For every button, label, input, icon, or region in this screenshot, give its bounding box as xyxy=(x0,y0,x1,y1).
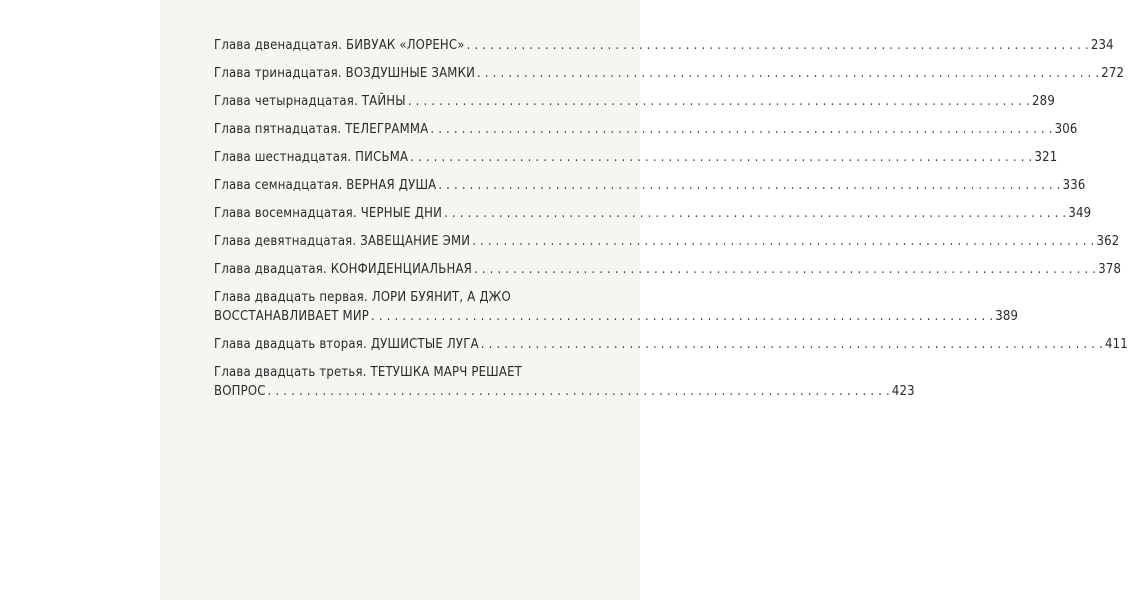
toc-entry-page: 234 xyxy=(1090,38,1114,53)
dot-leader: . . . . . . . . . . . . . . . . . . . . . . . . . . . . . . . . . . . . . . . . . . . . . . . . . . . . . . . . . . . . . . . . . . . . . . . . . . . . . . . . xyxy=(477,66,1100,81)
dot-leader: . . . . . . . . . . . . . . . . . . . . . . . . . . . . . . . . . . . . . . . . . . . . . . . . . . . . . . . . . . . . . . . . . . . . . . . . . . . . . . . . xyxy=(473,262,1097,277)
toc-entry-page: 423 xyxy=(891,384,915,399)
toc-entry-14 xyxy=(214,94,1055,110)
toc-entry-title-line1: Глава двадцать третья. ТЕТУШКА МАРЧ РЕШАЕТ xyxy=(214,365,523,380)
toc-entry-title: Глава двенадцатая. БИВУАК «ЛОРЕНС» xyxy=(214,38,465,53)
book-page xyxy=(160,0,1128,600)
toc-entry-19 xyxy=(214,234,1120,250)
toc-entry-page: 378 xyxy=(1098,262,1122,277)
dot-leader: . . . . . . . . . . . . . . . . . . . . . . . . . . . . . . . . . . . . . . . . . . . . . . . . . . . . . . . . . . . . . . . . . . . . . . . . . . . . . . . . xyxy=(267,384,890,399)
dot-leader: . . . . . . . . . . . . . . . . . . . . . . . . . . . . . . . . . . . . . . . . . . . . . . . . . . . . . . . . . . . . . . . . . . . . . . . . . . . . . . . . xyxy=(407,94,1031,109)
toc-entry-22 xyxy=(214,337,1128,353)
toc-entry-23 xyxy=(214,365,915,400)
toc-entry-title: Глава двадцатая. КОНФИДЕНЦИАЛЬНАЯ xyxy=(214,262,472,277)
dot-leader: . . . . . . . . . . . . . . . . . . . . . . . . . . . . . . . . . . . . . . . . . . . . . . . . . . . . . . . . . . . . . . . . . . . . . . . . . . . . . . . . xyxy=(472,234,1095,249)
toc-entry-title: Глава восемнадцатая. ЧЕРНЫЕ ДНИ xyxy=(214,206,443,221)
toc-entry-page: 289 xyxy=(1032,94,1055,109)
toc-entry-page: 362 xyxy=(1096,234,1120,249)
toc-entry-12 xyxy=(214,38,1114,54)
dot-leader: . . . . . . . . . . . . . . . . . . . . . . . . . . . . . . . . . . . . . . . . . . . . . . . . . . . . . . . . . . . . . . . . . . . . . . . . . . . . . . . . xyxy=(410,150,1033,165)
toc-entry-17 xyxy=(214,178,1086,194)
toc-entry-title: Глава девятнадцатая. ЗАВЕЩАНИЕ ЭМИ xyxy=(214,234,471,249)
toc-entry-18 xyxy=(214,206,1092,222)
toc-entry-title: Глава двадцать вторая. ДУШИСТЫЕ ЛУГА xyxy=(214,337,479,352)
toc-entry-title-line2: ВОССТАНАВЛИВАЕТ МИР xyxy=(214,309,370,324)
dot-leader: . . . . . . . . . . . . . . . . . . . . . . . . . . . . . . . . . . . . . . . . . . . . . . . . . . . . . . . . . . . . . . . . . . . . . . . . . . . . . . . . xyxy=(430,122,1053,137)
toc-entry-page: 336 xyxy=(1062,178,1086,193)
toc-entry-page: 349 xyxy=(1068,206,1092,221)
toc-entry-page: 306 xyxy=(1054,122,1078,137)
toc-entry-page: 272 xyxy=(1101,66,1125,81)
toc-entry-title: Глава шестнадцатая. ПИСЬМА xyxy=(214,150,409,165)
toc-entry-title: Глава пятнадцатая. ТЕЛЕГРАММА xyxy=(214,122,429,137)
toc-entry-title: Глава семнадцатая. ВЕРНАЯ ДУША xyxy=(214,178,437,193)
toc-entry-page: 389 xyxy=(995,309,1019,324)
toc-entry-21 xyxy=(214,290,1019,325)
toc-entry-15 xyxy=(214,122,1078,138)
dot-leader: . . . . . . . . . . . . . . . . . . . . . . . . . . . . . . . . . . . . . . . . . . . . . . . . . . . . . . . . . . . . . . . . . . . . . . . . . . . . . . . . xyxy=(480,337,1103,352)
toc-entry-20 xyxy=(214,262,1122,278)
toc-entry-page: 321 xyxy=(1034,150,1058,165)
toc-entry-title: Глава четырнадцатая. ТАЙНЫ xyxy=(214,94,406,109)
dot-leader: . . . . . . . . . . . . . . . . . . . . . . . . . . . . . . . . . . . . . . . . . . . . . . . . . . . . . . . . . . . . . . . . . . . . . . . . . . . . . . . . xyxy=(444,206,1067,221)
table-of-contents xyxy=(214,38,1128,412)
toc-entry-title: Глава тринадцатая. ВОЗДУШНЫЕ ЗАМКИ xyxy=(214,66,476,81)
toc-entry-title-line1: Глава двадцать первая. ЛОРИ БУЯНИТ, А ДЖО xyxy=(214,290,511,305)
toc-entry-page: 411 xyxy=(1105,337,1128,352)
toc-entry-13 xyxy=(214,66,1125,82)
dot-leader: . . . . . . . . . . . . . . . . . . . . . . . . . . . . . . . . . . . . . . . . . . . . . . . . . . . . . . . . . . . . . . . . . . . . . . . . . . . . . . . . xyxy=(371,309,994,324)
dot-leader: . . . . . . . . . . . . . . . . . . . . . . . . . . . . . . . . . . . . . . . . . . . . . . . . . . . . . . . . . . . . . . . . . . . . . . . . . . . . . . . . xyxy=(438,178,1061,193)
dot-leader: . . . . . . . . . . . . . . . . . . . . . . . . . . . . . . . . . . . . . . . . . . . . . . . . . . . . . . . . . . . . . . . . . . . . . . . . . . . . . . . . xyxy=(466,38,1089,53)
toc-entry-title-line2: ВОПРОС xyxy=(214,384,266,399)
toc-entry-16 xyxy=(214,150,1058,166)
